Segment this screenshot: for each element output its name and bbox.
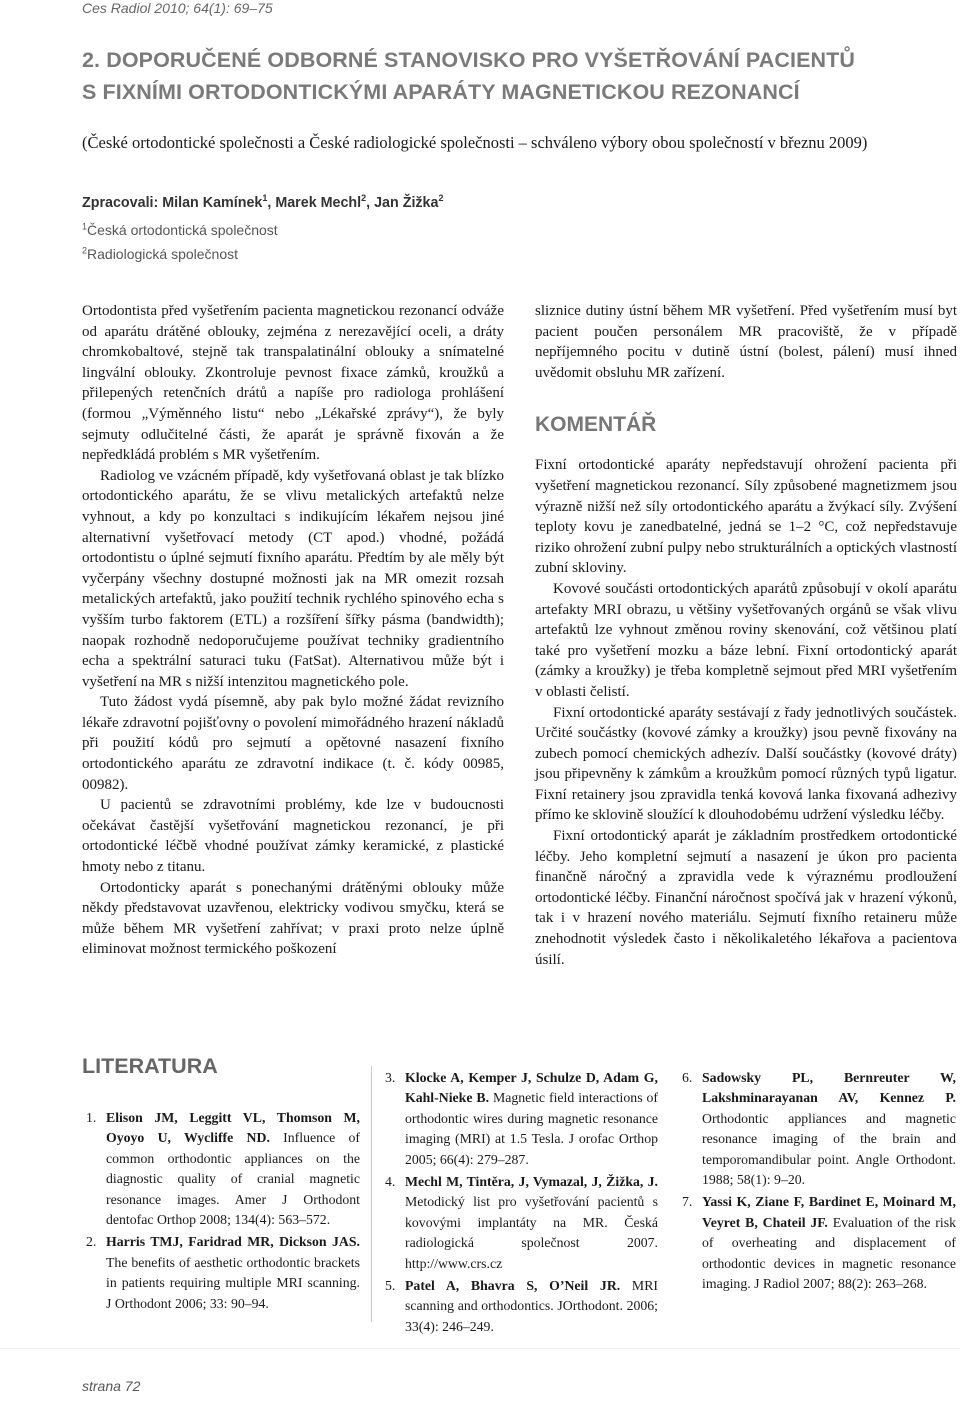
reference-text: Evaluation of the risk of overheating and displacement of orthodontic devices in magnetic resonance imaging. J Radiol 2007; 88(2): 263–268. [702,1214,956,1292]
reference-text: Magnetic field interactions of orthodontic wires during magnetic resonance imaging (MRI) at 1.5 Tesla. J orofac Orthop 2005; 66(4): 279–287. [405,1090,658,1167]
reference-text: Influence of common orthodontic appliances on the diagnostic quality of cranial magnetic resonance images. Amer J Orthodont dentofac Orthop 2008; 134(4): 563–572. [106,1130,361,1228]
body-paragraph: sliznice dutiny ústní během MR vyšetření. Před vyšetřením musí byt pacient poučen personálem MR pracoviště, že v případě nepříjemného pocitu v dutině ústní (bolest, pálení) musí ihned uvědomit obsluhu MR zařízení. [535,303,957,381]
reference-item [682,1068,956,1190]
komentar-paragraph: Kovové součásti ortodontických aparátů způsobují v okolí aparátu artefakty MRI obrazu, u většiny vyšetřovaných orgánů se však vlivu artefaktů lze vyhnout změnou roviny skenování, což většinou platí také pro vyšetření mozku a báze lební. Fixní ortodontický aparát (zámky a kroužky) je třeba kompletně sejmout před MRI vyšetřením v oblasti čelistí. [535,580,957,700]
reference-text: Metodický list pro vyšetřování pacientů s kovovými implantáty na MR. Česká radiologická společnost 2007. http://www.crs.cz [405,1194,658,1271]
footer-divider [0,1348,960,1349]
reference-number: 7. [682,1194,693,1210]
body-paragraph: Radiolog ve vzácném případě, kdy vyšetřovaná oblast je tak blízko ortodontického aparátu, že se vlivu metalických artefaktů nelze vyhnout, a kdy po konzultaci s indikujícím lékařem nejsou jiné alternativní vyšetřovací metody (CT apod.) vhodné, požádá ortodontistu o úplné sejmutí fixního aparátu. Předtím by ale měly být vyčerpány všechny dostupné možnosti jak na MR omezit rozsah metalických artefaktů, jako použití technik rychlého spinového echa s vyšším turbo faktorem (ETL) a rozšíření šířky pásma (bandwidth); naopak rozhodně nedoporučujeme používat techniky gradientního echa a spektrální saturaci tuku (FatSat). Alternativou může být i vyšetření na MR s nižší intenzitou magnetického pole. [82,467,504,690]
affiliation-marker: 1 [82,221,88,232]
reference-text: MRI scanning and orthodontics. JOrthodont. 2006; 33(4): 246–249. [405,1278,658,1334]
reference-authors: Harris TMJ, Faridrad MR, Dickson JAS. [106,1234,360,1250]
reference-authors: Yassi K, Ziane F, Bardinet E, Moinard M, Veyret B, Chateil JF. [702,1194,956,1230]
reference-column-3 [682,1068,956,1296]
article-title-line-1: 2. DOPORUČENÉ ODBORNÉ STANOVISKO PRO VYŠETŘOVÁNÍ PACIENTŮ [82,48,856,72]
reference-authors: Mechl M, Tintěra, J, Vymazal, J, Žižka, J. [405,1174,658,1190]
reference-number: 1. [86,1110,97,1125]
affiliation-marker: 2 [438,193,444,204]
page-number: strana 72 [82,1378,141,1394]
reference-number: 4. [385,1174,396,1190]
reference-number: 3. [385,1070,396,1085]
reference-authors: Elison JM, Leggitt VL, Thomson M, Oyoyo U, Wycliffe ND. [106,1110,360,1146]
author-list [82,195,443,211]
body-paragraph: Ortodontista před vyšetřením pacienta magnetickou rezonancí odváže od aparátu drátěné oblouky, zejména z nerezavějící oceli, a dráty chromkobaltové, stejně tak transpalatinální oblouky a snímatelné lingvální oblouky. Zkontroluje pevnost fixace zámků, kroužků a přilepených retenčních drátů a napíše pro radiologa prohlášení (formou „Výměnného listu“ nebo „Lékařské zprávy“), že byly sejmuty odlučitelné části, že aparát je správně fixován a že nepředkládá problém s MR vyšetřením. [82,303,504,464]
article-title [82,44,902,108]
authors-label: Zpracovali: [82,195,163,211]
column-divider [371,1066,372,1322]
reference-item [86,1232,360,1314]
reference-number: 5. [385,1278,396,1294]
section-heading-literatura: LITERATURA [82,1054,218,1078]
komentar-paragraph: Fixní ortodontický aparát je základním prostředkem ortodontické léčby. Jeho kompletní sejmutí a nasazení je úkon pro pacienta finančně náročný a zpravidla vede k výraznému prodloužení ortodontické léčby. Finanční náročnost spočívá jak v hrazení výkonů, tak i v hrazení nového materiálu. Sejmutí fixního retaineru může znehodnotit výsledek často i několikaletého lékařova a pacientova úsilí. [535,828,957,968]
body-column-left [82,301,504,960]
reference-item [682,1192,956,1294]
affiliation-marker: 2 [361,193,367,204]
journal-citation: Ces Radiol 2010; 64(1): 69–75 [82,0,273,16]
reference-text: Orthodontic appliances and magnetic resonance imaging of the brain and temporomandibular point. Angle Orthodont. 1988; 58(1): 9–20. [702,1110,956,1188]
section-heading-komentar: KOMENTÁŘ [535,413,657,437]
reference-item [86,1108,360,1230]
body-paragraph: U pacientů se zdravotními problémy, kde lze v budoucnosti očekávat častější vyšetřování magnetickou rezonancí, je při ortodontické léčbě vhodné používat zámky keramické, z plastické hmoty nebo z titanu. [82,797,504,876]
affiliation-1 [82,222,278,238]
reference-column-1 [86,1108,360,1316]
author-name: Milan Kamínek [162,195,263,211]
reference-text: The benefits of aesthetic orthodontic brackets in patients requiring multiple MRI scanning. J Orthodont 2006; 33: 90–94. [106,1254,360,1311]
body-paragraph: Ortodonticky aparát s ponechanými drátěnými oblouky může někdy představovat uzavřenou, elektricky vodivou smyčku, která se může během MR vyšetření zahřívat; v praxi proto nelze úplně eliminovat možnost termického poškození [82,879,504,958]
affiliation-text: Česká ortodontická společnost [87,222,278,238]
author-name: , Jan Žižka [366,195,439,211]
affiliation-text: Radiologická společnost [87,246,238,262]
body-paragraph: Tuto žádost vydá písemně, aby pak bylo možné žádat revizního lékaře zdravotní pojišťovny o povolení mimořádného hrazení nákladů při použití kódů pro sejmutí a opětovné nasazení fixního ortodontického aparátu ze zdravotní indikace (t. č. kódy 00985, 00982). [82,694,504,793]
komentar-paragraph: Fixní ortodontické aparáty nepředstavují ohrožení pacienta při vyšetření magnetickou rezonancí. Síly způsobené magnetizmem jsou výrazně nižší než síly ortodontického aparátu a žvýkací síly. Zvýšení teploty kovu je zanedbatelné, jedná se 1–2 °C, což nepředstavuje riziko ohrožení zubní pulpy nebo strukturálních a optických vlastností zubní skloviny. [535,457,957,577]
reference-item [385,1276,658,1337]
reference-column-2 [385,1068,658,1339]
reference-number: 2. [86,1234,97,1250]
komentar-paragraph: Fixní ortodontické aparáty sestávají z řady jednotlivých součástek. Určité součástky (kovové zámky a kroužky) jsou pevně fixovány na zubech pomocí chemických adhezív. Další součástky (kovové dráty) jsou připevněny k zámkům a kroužkům pomocí různých typů ligatur. Fixní retainery jsou zpravidla tenká kovová lanka fixovaná adhezivy přímo ke sklovině sloužící k dlouhodobému udržení výsledku léčby. [535,704,957,824]
reference-authors: Sadowsky PL, Bernreuter W, Lakshminarayanan AV, Kennez P. [702,1070,956,1106]
reference-item [385,1172,658,1274]
reference-authors: Patel A, Bhavra S, O’Neil JR. [405,1278,621,1294]
article-subtitle: (České ortodontické společnosti a České radiologické společnosti – schváleno výbory obou společností v březnu 2009) [82,133,868,152]
article-title-line-2: S FIXNÍMI ORTODONTICKÝMI APARÁTY MAGNETICKOU REZONANCÍ [82,80,800,104]
author-name: , Marek Mechl [267,195,362,211]
reference-authors: Klocke A, Kemper J, Schulze D, Adam G, Kahl-Nieke B. [405,1070,658,1106]
reference-item [385,1068,658,1170]
affiliation-marker: 2 [82,245,88,256]
reference-number: 6. [682,1070,693,1085]
body-column-right [535,301,957,970]
affiliation-2 [82,246,238,262]
affiliation-marker: 1 [262,193,268,204]
